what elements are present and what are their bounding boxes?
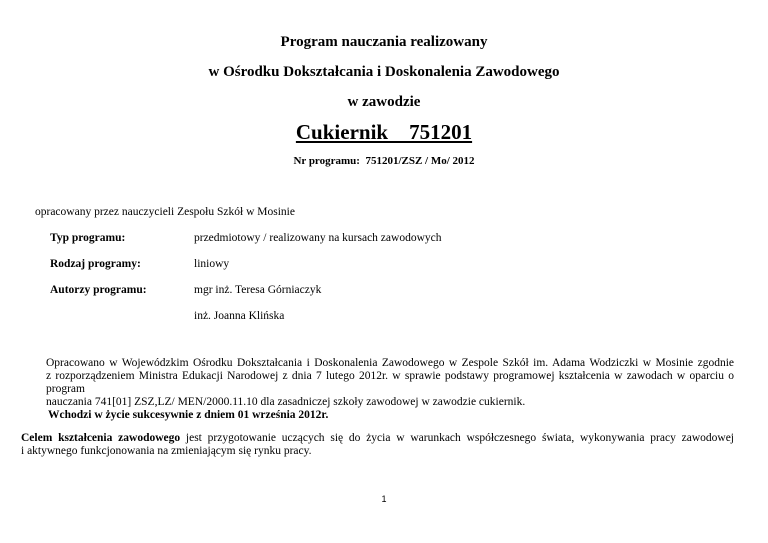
origin-line-3: nauczania 741[01] ZSZ,LZ/ MEN/2000.11.10 dla zasadniczej szkoły zawodowej w zawodzie cukiernik. xyxy=(46,396,526,408)
title-line-3: w zawodzie xyxy=(347,94,421,110)
goal-line-2: i aktywnego funkcjonowania na zmieniającym się rynku pracy. xyxy=(21,445,312,457)
origin-line-2: z rozporządzeniem Ministra Edukacji Narodowej z dnia 7 lutego 2012r. w sprawie podstawy programowej kształcenia w zawodach w oparciu o program xyxy=(46,370,734,395)
field-label-type: Typ programu: xyxy=(50,232,126,244)
profession-title: Cukiernik 751201 xyxy=(295,120,473,144)
title-line-1: Program nauczania realizowany xyxy=(280,34,488,50)
effective-date: Wchodzi w życie sukcesywnie z dniem 01 września 2012r. xyxy=(48,409,329,421)
field-label-authors: Autorzy programu: xyxy=(50,284,147,296)
program-number: Nr programu: 751201/ZSZ / Mo/ 2012 xyxy=(293,155,475,167)
field-value-author-1: mgr inż. Teresa Górniaczyk xyxy=(194,284,322,296)
field-value-type: przedmiotowy / realizowany na kursach zawodowych xyxy=(194,232,442,244)
field-value-author-2: inż. Joanna Klińska xyxy=(194,310,285,322)
title-line-2: w Ośrodku Dokształcania i Doskonalenia Zawodowego xyxy=(208,64,560,80)
field-value-kind: liniowy xyxy=(194,258,230,270)
prepared-by: opracowany przez nauczycieli Zespołu Szkół w Mosinie xyxy=(35,206,295,218)
origin-paragraph xyxy=(46,357,734,409)
field-label-kind: Rodzaj programy: xyxy=(50,258,141,270)
goal-paragraph xyxy=(21,432,734,458)
page-number: 1 xyxy=(381,494,387,504)
origin-line-1: Opracowano w Wojewódzkim Ośrodku Dokształcania i Doskonalenia Zawodowego w Zespole Szkół im. Adama Wodziczki w Mosinie zgodnie xyxy=(46,357,734,369)
goal-line-1 xyxy=(21,432,734,445)
goal-heading: Celem kształcenia zawodowego xyxy=(21,432,181,444)
goal-text: jest przygotowanie uczących się do życia w warunkach współczesnego świata, wykonywania pracy zawodowej xyxy=(180,432,734,444)
